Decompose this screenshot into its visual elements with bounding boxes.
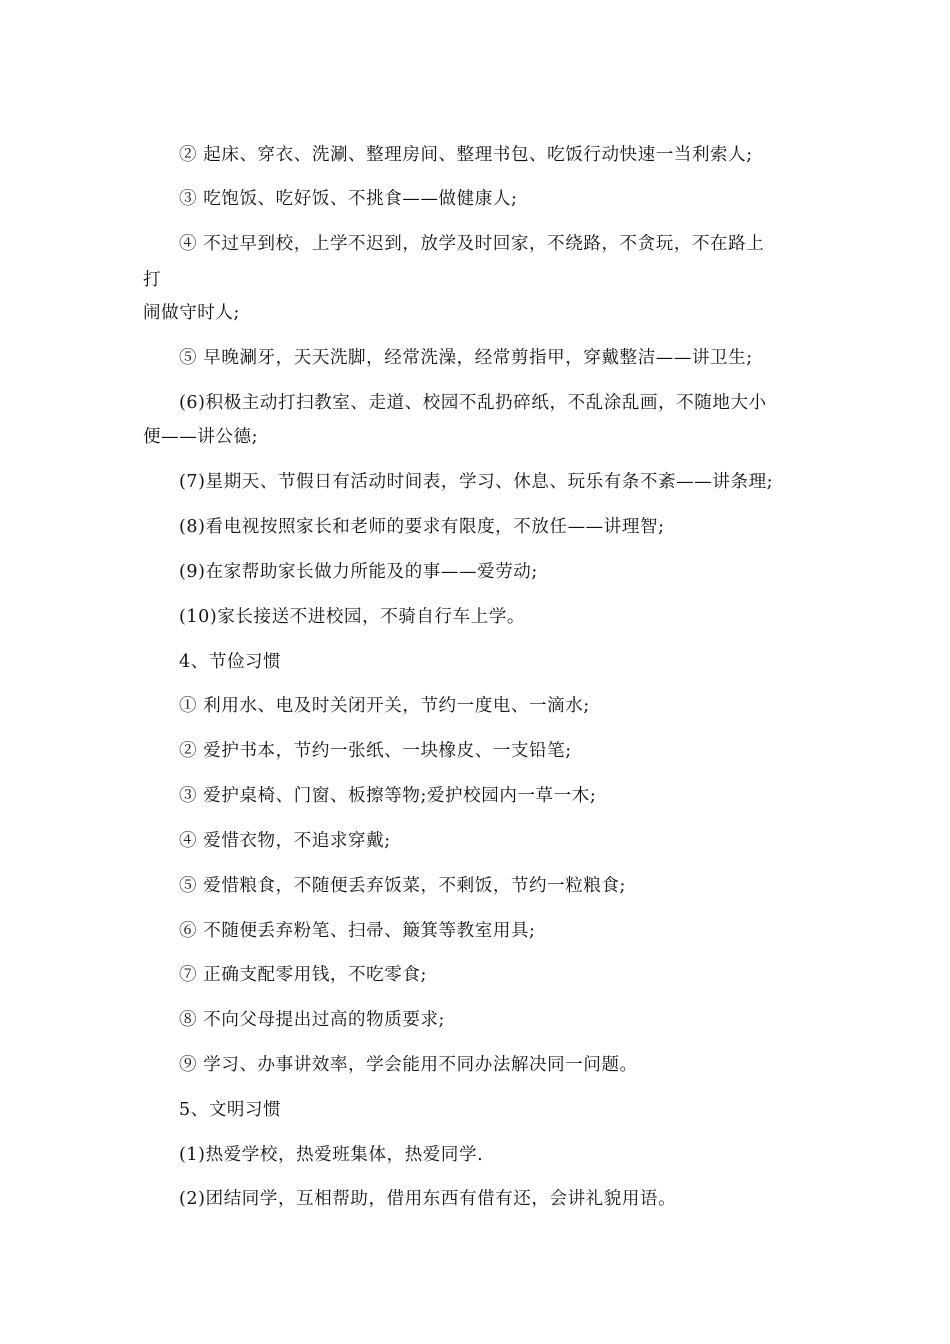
section-heading: 4、节俭习惯 (179, 652, 282, 672)
text-line: ⑧ 不向父母提出过高的物质要求; (179, 1010, 446, 1030)
text-line: ① 利用水、电及时关闭开关，节约一度电、一滴水; (179, 696, 590, 716)
text-line: 闹做守时人; (143, 303, 240, 323)
text-line: (7)星期天、节假日有活动时间表，学习、休息、玩乐有条不紊——讲条理; (179, 472, 774, 492)
text-line: ⑦ 正确支配零用钱，不吃零食; (179, 965, 427, 985)
text-line: ⑥ 不随便丢弃粉笔、扫帚、簸箕等教室用具; (179, 921, 536, 941)
text-line: 打 (143, 270, 162, 290)
text-line: ② 爱护书本，节约一张纸、一块橡皮、一支铅笔; (179, 741, 572, 761)
text-line: (8)看电视按照家长和老师的要求有限度，不放任——讲理智; (179, 517, 665, 537)
text-line: (6)积极主动打扫教室、走道、校园不乱扔碎纸，不乱涂乱画，不随地大小 (179, 393, 767, 413)
text-line: ⑨ 学习、办事讲效率，学会能用不同办法解决同一问题。 (179, 1055, 638, 1075)
text-line: (9)在家帮助家长做力所能及的事——爱劳动; (179, 562, 538, 582)
text-line: ⑤ 早晚涮牙，天天洗脚，经常洗澡，经常剪指甲，穿戴整洁——讲卫生; (179, 348, 753, 368)
text-line: ③ 吃饱饭、吃好饭、不挑食——做健康人; (179, 189, 518, 209)
text-line: ④ 爱惜衣物，不追求穿戴; (179, 831, 391, 851)
text-line: (2)团结同学，互相帮助，借用东西有借有还，会讲礼貌用语。 (179, 1189, 677, 1209)
text-line: ④ 不过早到校，上学不迟到，放学及时回家，不绕路，不贪玩，不在路上 (179, 234, 765, 254)
section-heading: 5、文明习惯 (179, 1100, 282, 1120)
text-line: ② 起床、穿衣、洗涮、整理房间、整理书包、吃饭行动快速一当利索人; (179, 145, 753, 165)
text-line: ③ 爱护桌椅、门窗、板擦等物;爱护校园内一草一木; (179, 786, 597, 806)
text-line: (1)热爱学校，热爱班集体，热爱同学. (179, 1145, 484, 1165)
text-line: ⑤ 爱惜粮食，不随便丢弃饭菜，不剩饭，节约一粒粮食; (179, 876, 627, 896)
text-line: (10)家长接送不进校园，不骑自行车上学。 (179, 607, 526, 627)
text-line: 便——讲公德; (143, 427, 259, 447)
